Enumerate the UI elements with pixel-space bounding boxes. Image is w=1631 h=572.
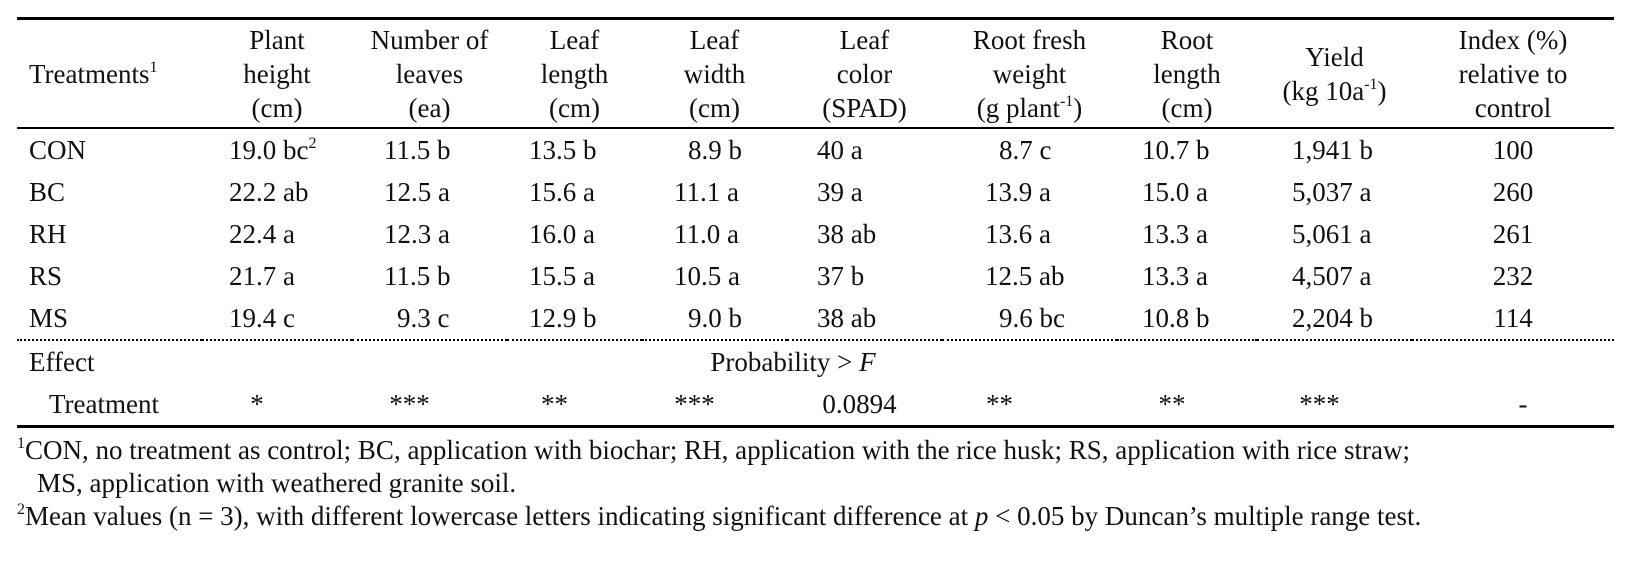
treatment-significance-row bbox=[17, 383, 1614, 427]
row-treatment-label: MS bbox=[29, 303, 69, 333]
table-cell: 21.7 a bbox=[229, 261, 295, 291]
table-cell: * bbox=[250, 389, 264, 419]
table-cell: 15.5 a bbox=[529, 261, 595, 291]
table-cell: 38 ab bbox=[817, 219, 877, 249]
row-treatment-label: BC bbox=[29, 177, 66, 207]
table-cell: 13.3 a bbox=[1142, 261, 1208, 291]
table-cell: *** bbox=[1299, 389, 1340, 419]
table-cell: 5,037 a bbox=[1292, 177, 1372, 207]
table-cell: - bbox=[1518, 389, 1528, 419]
table-cell: 232 bbox=[1492, 261, 1534, 291]
table-cell: 12.5 ab bbox=[985, 261, 1065, 291]
table-cell: 8.7 c bbox=[999, 135, 1052, 165]
header-yield: Yield (kg $10a^{-1}$) bbox=[1282, 41, 1387, 106]
header-leaf-length: Leaf length (cm) bbox=[540, 24, 609, 123]
table-cell: 12.9 b bbox=[529, 303, 597, 333]
table-cell: ** bbox=[1158, 389, 1186, 419]
table-row bbox=[17, 255, 1614, 297]
table-header-row bbox=[17, 19, 1614, 129]
table-cell: 9.6 bc bbox=[999, 303, 1065, 333]
footnote-2: $^2$Mean values (n = 3), with different lowercase letters indicating significant difference at p < 0.05 by Duncan’s multiple range test. bbox=[17, 501, 1422, 531]
probability-label: Probability > F bbox=[710, 347, 876, 377]
table-cell: 19.4 c bbox=[229, 303, 295, 333]
table-cell: 38 ab bbox=[817, 303, 877, 333]
effect-header-row bbox=[17, 340, 1614, 383]
table-cell: 2,204 b bbox=[1292, 303, 1373, 333]
footnotes bbox=[17, 434, 1614, 533]
table-cell: 11.1 a bbox=[674, 177, 739, 207]
table-row bbox=[17, 128, 1614, 171]
header-leaf-width: Leaf width (cm) bbox=[683, 24, 746, 123]
table-cell: 13.5 b bbox=[529, 135, 597, 165]
table-cell: *** bbox=[674, 389, 715, 419]
table-cell: 22.4 a bbox=[229, 219, 295, 249]
header-index-relative: Index (%) relative to control bbox=[1458, 24, 1568, 123]
table-cell: 100 bbox=[1492, 135, 1534, 165]
header-root-length: Root length (cm) bbox=[1153, 24, 1221, 123]
table-cell: 10.7 b bbox=[1142, 135, 1210, 165]
table-cell: 13.3 a bbox=[1142, 219, 1208, 249]
table-cell: 13.9 a bbox=[985, 177, 1051, 207]
table-cell: 16.0 a bbox=[529, 219, 595, 249]
header-plant-height: Plant height (cm) bbox=[243, 24, 311, 123]
effect-label: Effect bbox=[29, 347, 95, 377]
table-cell: 8.9 b bbox=[688, 135, 742, 165]
table-cell: 9.0 b bbox=[688, 303, 742, 333]
table-cell: 11.5 b bbox=[384, 261, 451, 291]
table-cell: 15.0 a bbox=[1142, 177, 1208, 207]
table-cell: 19.0 $bc^2$ bbox=[229, 135, 317, 165]
table-row bbox=[17, 171, 1614, 213]
footnote-1: $^1$CON, no treatment as control; BC, application with biochar; RH, application with the rice husk; RS, application with rice straw; bbox=[17, 435, 1410, 465]
table-cell: 13.6 a bbox=[985, 219, 1051, 249]
table-cell: 10.8 b bbox=[1142, 303, 1210, 333]
footnote-1-continued: MS, application with weathered granite soil. bbox=[37, 468, 517, 498]
table-cell: 114 bbox=[1493, 303, 1533, 333]
table-cell: 5,061 a bbox=[1292, 219, 1372, 249]
table-cell: 39 a bbox=[817, 177, 863, 207]
table-cell: 37 b bbox=[817, 261, 865, 291]
table-cell: 10.5 a bbox=[674, 261, 740, 291]
row-treatment-label: RH bbox=[29, 219, 67, 249]
header-root-fresh-weight: Root fresh weight (g plant$^{-1}$) bbox=[972, 24, 1087, 123]
header-treatments: Treatments$^1$ bbox=[29, 58, 158, 89]
table-cell: 40 a bbox=[817, 135, 863, 165]
table-row bbox=[17, 213, 1614, 255]
footnote-marker: 1 bbox=[149, 58, 158, 76]
table-cell: 11.0 a bbox=[674, 219, 739, 249]
table-cell: 260 bbox=[1492, 177, 1534, 207]
table-cell: 0.0894 bbox=[822, 389, 897, 419]
table-cell: 12.5 a bbox=[384, 177, 450, 207]
table-cell: 11.5 b bbox=[384, 135, 451, 165]
header-number-of-leaves: Number of leaves (ea) bbox=[370, 24, 489, 123]
table-cell: 9.3 c bbox=[397, 303, 450, 333]
table-cell: ** bbox=[986, 389, 1013, 419]
table-cell: 22.2 ab bbox=[229, 177, 309, 207]
table-cell: 15.6 a bbox=[529, 177, 595, 207]
table-cell: *** bbox=[389, 389, 430, 419]
row-treatment-label: CON bbox=[29, 135, 87, 165]
table-row bbox=[17, 297, 1614, 340]
footnote-marker: 2 bbox=[17, 501, 25, 518]
table-cell: 1,941 b bbox=[1292, 135, 1373, 165]
header-leaf-color: Leaf color (SPAD) bbox=[822, 24, 907, 123]
results-table bbox=[17, 17, 1614, 428]
treatment-effect-label: Treatment bbox=[49, 389, 159, 419]
table-cell: 4,507 a bbox=[1292, 261, 1372, 291]
table-cell: 261 bbox=[1492, 219, 1534, 249]
table-cell: ** bbox=[541, 389, 568, 419]
footnote-marker: 1 bbox=[17, 435, 25, 452]
row-treatment-label: RS bbox=[29, 261, 63, 291]
table-cell: 12.3 a bbox=[384, 219, 450, 249]
footnote-marker: 2 bbox=[308, 135, 317, 152]
